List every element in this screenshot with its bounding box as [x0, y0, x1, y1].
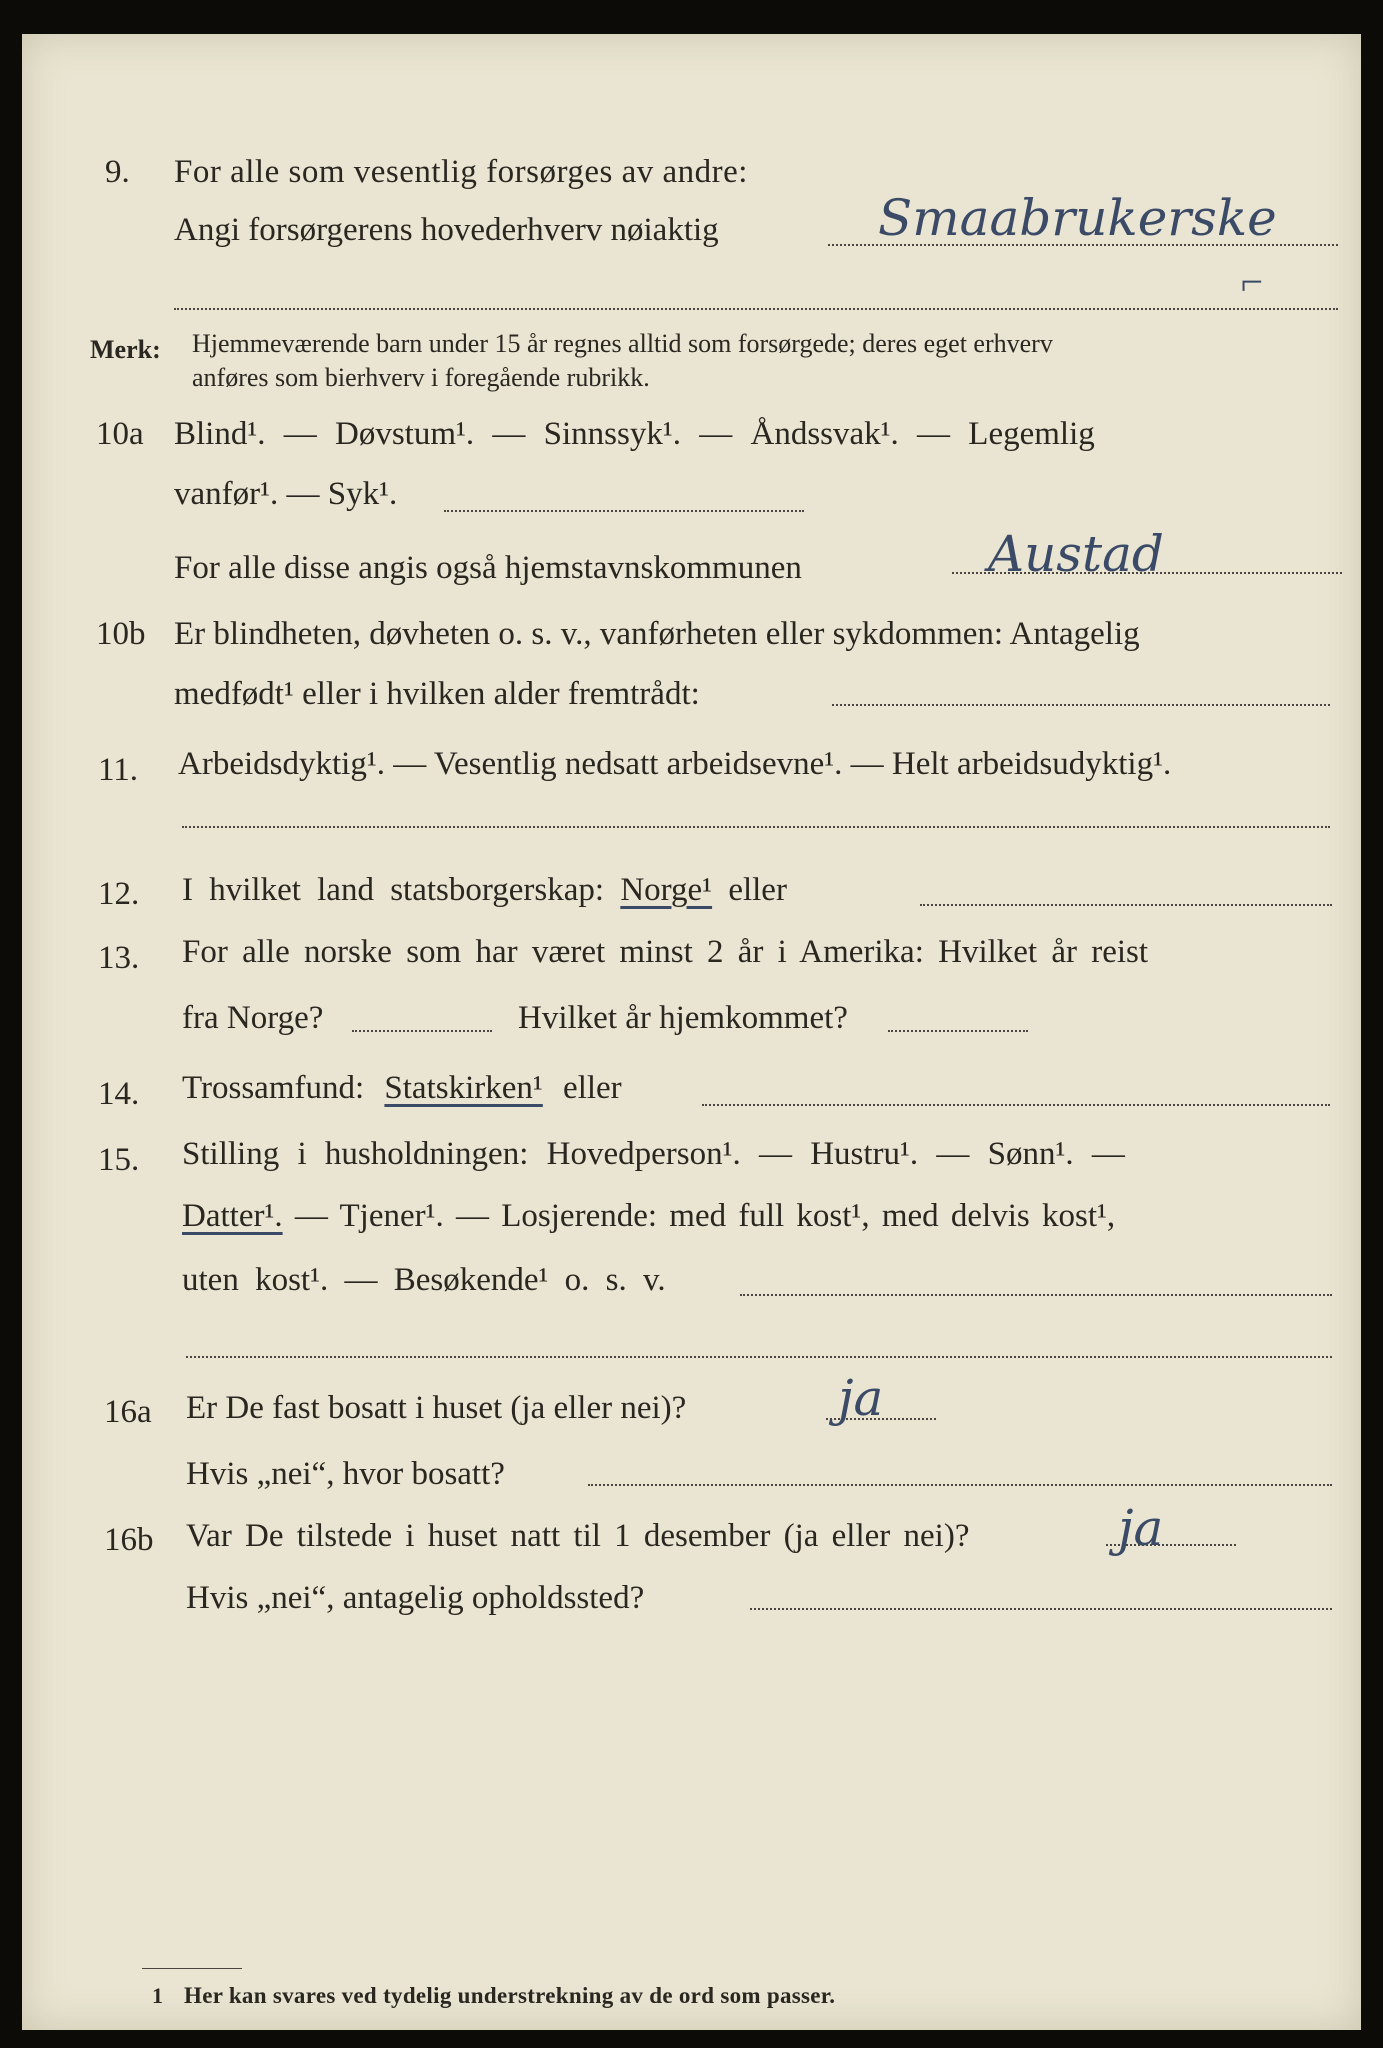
q13-year-returned-line	[888, 1030, 1028, 1032]
q11-line1: Arbeidsdyktig¹. — Vesentlig nedsatt arbeidsevne¹. — Helt arbeidsudyktig¹.	[178, 746, 1172, 782]
q16a-number: 16a	[104, 1394, 152, 1430]
q12-answer-line	[920, 904, 1332, 906]
q15-answer-line	[740, 1294, 1332, 1296]
q10b-line2: medfødt¹ eller i hvilken alder fremtrådt:	[174, 676, 700, 712]
q16b-number: 16b	[104, 1522, 154, 1558]
q10a-number: 10a	[96, 416, 144, 452]
q10b-answer-line	[832, 704, 1330, 706]
q12-underlined: Norge¹	[620, 872, 713, 908]
merk-line2: anføres som bierhverv i foregående rubrikk.	[192, 363, 650, 392]
q13-line1: For alle norske som har været minst 2 år i Amerika: Hvilket år reist	[182, 934, 1149, 970]
footnote-mark: 1	[152, 1983, 163, 2008]
q10a-answer: Austad	[988, 525, 1164, 583]
q15-datter: Datter¹.	[182, 1198, 283, 1234]
q16a-answer: ja	[838, 1369, 884, 1427]
q14-suffix: eller	[563, 1070, 622, 1106]
q15-line2-rest: — Tjener¹. — Losjerende: med full kost¹, med delvis kost¹,	[294, 1198, 1116, 1234]
q9-number: 9.	[105, 154, 130, 190]
q9-extra-line	[174, 308, 1338, 310]
q14-text	[182, 1068, 622, 1108]
q12-number: 12.	[98, 876, 140, 912]
tick-mark-icon: ⌐	[1238, 259, 1265, 304]
q9-line2: Angi forsørgerens hovederhverv nøiaktig	[174, 212, 719, 248]
q9-line1: For alle som vesentlig forsørges av andre:	[174, 154, 748, 190]
q14-answer-line	[702, 1104, 1330, 1106]
q15-number: 15.	[98, 1142, 140, 1178]
q14-number: 14.	[98, 1076, 140, 1112]
q10a-line1: Blind¹. — Døvstum¹. — Sinnssyk¹. — Åndssvak¹. — Legemlig	[174, 416, 1095, 452]
census-form-page	[22, 34, 1361, 2030]
q16a-line2: Hvis „nei“, hvor bosatt?	[186, 1456, 505, 1492]
q13-year-left-line	[352, 1030, 492, 1032]
q16b-answer: ja	[1118, 1499, 1164, 1557]
q10b-number: 10b	[96, 616, 146, 652]
footnote-separator	[142, 1968, 242, 1969]
merk-label: Merk:	[90, 335, 161, 364]
merk-line1: Hjemmeværende barn under 15 år regnes alltid som forsørgede; deres eget erhverv	[192, 329, 1053, 358]
q16a-residence-line	[588, 1484, 1332, 1486]
q15-extra-line	[186, 1356, 1332, 1358]
q10a-line2: vanfør¹. — Syk¹.	[174, 476, 398, 512]
q15-line3: uten kost¹. — Besøkende¹ o. s. v.	[182, 1262, 666, 1298]
q13-number: 13.	[98, 940, 140, 976]
q13-line2a: fra Norge?	[182, 1000, 324, 1036]
q14-prefix: Trossamfund:	[182, 1070, 365, 1106]
q16b-line1: Var De tilstede i huset natt til 1 desember (ja eller nei)?	[186, 1518, 970, 1554]
q15-line1: Stilling i husholdningen: Hovedperson¹. — Hustru¹. — Sønn¹. —	[182, 1136, 1125, 1172]
q12-text	[182, 870, 787, 910]
q16b-residence-line	[750, 1608, 1332, 1610]
q16b-line2: Hvis „nei“, antagelig opholdssted?	[186, 1580, 645, 1616]
q12-suffix: eller	[728, 872, 787, 908]
q10b-line1: Er blindheten, døvheten o. s. v., vanførheten eller sykdommen: Antagelig	[174, 616, 1140, 652]
q10a-line3: For alle disse angis også hjemstavnskommunen	[174, 550, 802, 586]
q9-answer: Smaabrukerske	[878, 189, 1277, 247]
footnote-text: Her kan svares ved tydelig understrekning av de ord som passer.	[184, 1983, 836, 2008]
q11-number: 11.	[98, 752, 139, 788]
q10a-line2-blank	[444, 510, 804, 512]
q16a-line1: Er De fast bosatt i huset (ja eller nei)?	[186, 1390, 687, 1426]
q15-line2	[182, 1196, 1115, 1236]
q11-extra-line	[182, 826, 1330, 828]
q12-prefix: I hvilket land statsborgerskap:	[182, 872, 605, 908]
q14-underlined: Statskirken¹	[384, 1070, 543, 1106]
q13-line2b: Hvilket år hjemkommet?	[518, 1000, 848, 1036]
